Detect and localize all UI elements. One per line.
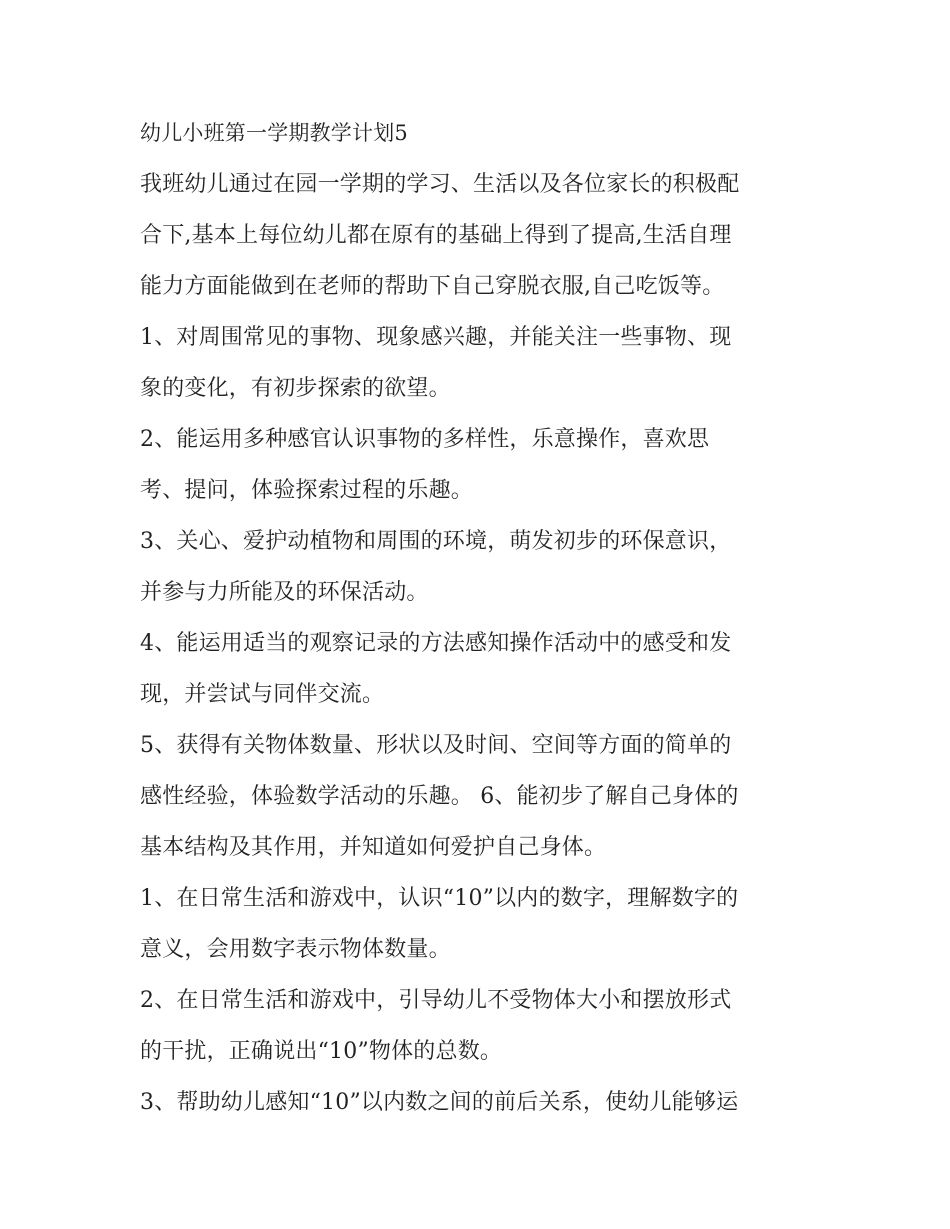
paragraph-line: 3、关心、爱护动植物和周围的环境，萌发初步的环保意识， (140, 529, 732, 554)
paragraph-line: 考、提问，体验探索过程的乐趣。 (140, 478, 474, 503)
paragraph-line: 并参与力所能及的环保活动。 (140, 580, 429, 605)
paragraph-line: 基本结构及其作用，并知道如何爱护自己身体。 (140, 835, 607, 860)
paragraph-line: 现，并尝试与同伴交流。 (140, 682, 385, 707)
paragraph-line: 感性经验，体验数学活动的乐趣。 6、能初步了解自己身体的 (140, 784, 739, 809)
paragraph-line: 1、对周围常见的事物、现象感兴趣，并能关注一些事物、现 (140, 325, 732, 350)
paragraph-line: 2、能运用多种感官认识事物的多样性，乐意操作，喜欢思 (140, 427, 710, 452)
paragraph-line: 4、能运用适当的观察记录的方法感知操作活动中的感受和发 (140, 631, 732, 656)
document-body (140, 108, 830, 1128)
paragraph-line: 合下,基本上每位幼儿都在原有的基础上得到了提高,生活自理 (140, 223, 732, 248)
paragraph-line: 象的变化，有初步探索的欲望。 (140, 376, 451, 401)
paragraph-line: 的干扰，正确说出“10”物体的总数。 (140, 1039, 503, 1064)
document-title: 幼儿小班第一学期教学计划5 (140, 121, 408, 145)
paragraph-line: 2、在日常生活和游戏中，引导幼儿不受物体大小和摆放形式 (140, 988, 732, 1013)
paragraph-line: 能力方面能做到在老师的帮助下自己穿脱衣服,自己吃饭等。 (140, 274, 725, 299)
paragraph-line: 我班幼儿通过在园一学期的学习、生活以及各位家长的积极配 (140, 172, 740, 197)
paragraph-line: 意义，会用数字表示物体数量。 (140, 937, 451, 962)
paragraph-line: 1、在日常生活和游戏中，认识“10”以内的数字，理解数字的 (140, 886, 739, 911)
paragraph-line: 5、获得有关物体数量、形状以及时间、空间等方面的简单的 (140, 733, 732, 758)
paragraph-line: 3、帮助幼儿感知“10”以内数之间的前后关系，使幼儿能够运 (140, 1090, 739, 1115)
